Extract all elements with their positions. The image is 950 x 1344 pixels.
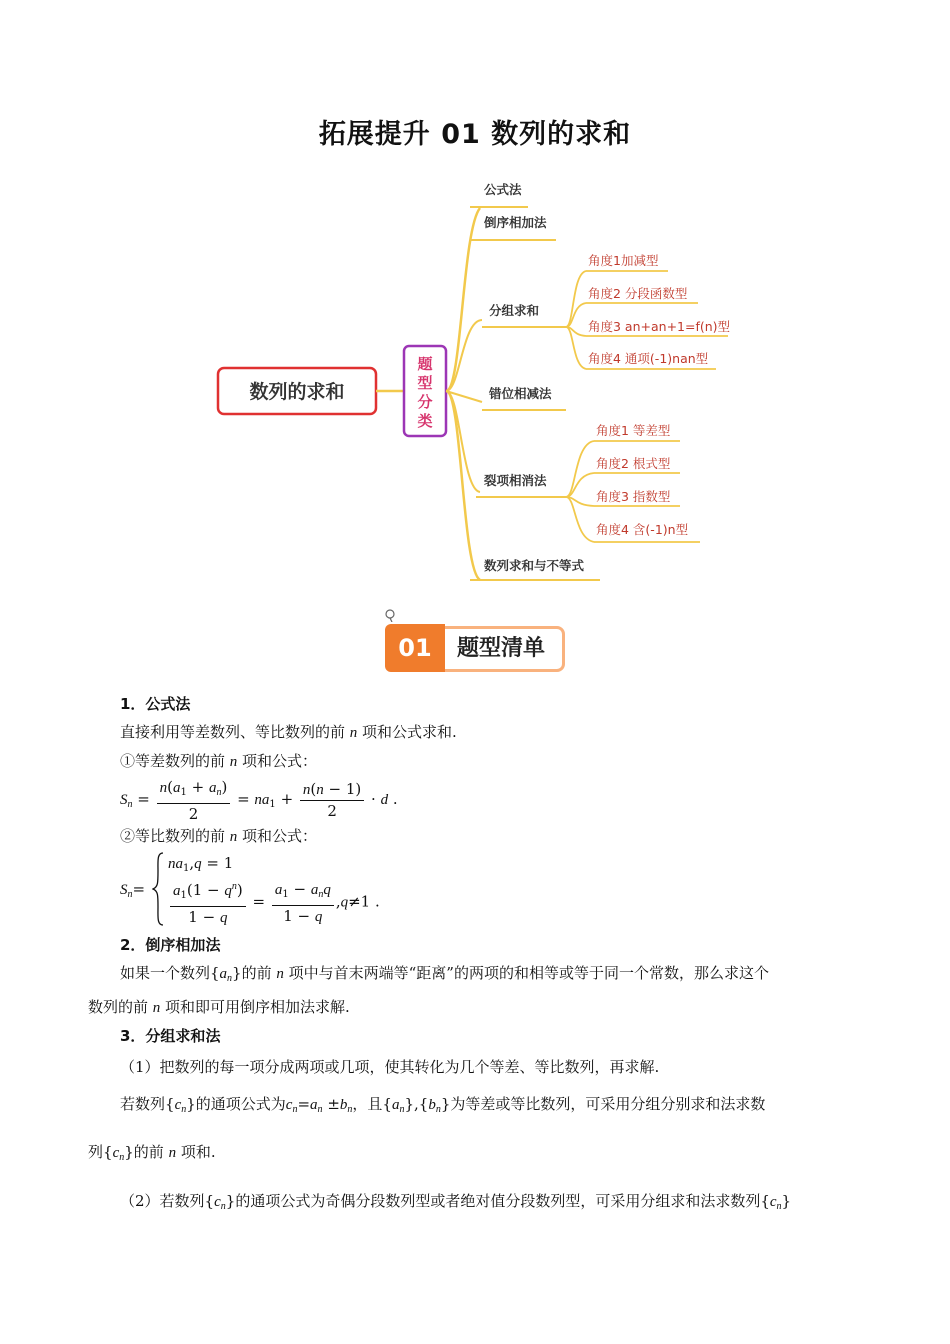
arith-sum-label <box>88 747 868 776</box>
section-3-para-3: （2）若数列$\{c_n\}$的通项公式为奇偶分段数列型或者绝对值分段数列型，可采用分组求和法求数列$\{c_n\}$ <box>120 1192 792 1212</box>
section-3-heading: 3．分组求和法 <box>120 1027 221 1045</box>
section-2-heading: 2．倒序相加法 <box>120 936 221 954</box>
text: （2）若数列 <box>120 1192 205 1210</box>
text: 项和公式求和. <box>357 723 457 741</box>
category-char-3: 分 <box>417 393 433 411</box>
text: 的前 <box>133 1143 169 1161</box>
text: 数列的前 <box>88 998 153 1016</box>
geo-sum-formula: $S_n=$ $na_1,q = 1$ $\frac{a_1(1 - q^n)}{1 - q}$ = $\frac{a_1 - a_nq}{1 - q}$ ,q≠1 . <box>88 851 868 927</box>
split-leaf-1: 角度1 等差型 <box>596 423 671 438</box>
geo-sum-label <box>88 822 868 851</box>
section-1-intro <box>88 718 868 747</box>
leaf-connector <box>566 441 594 497</box>
group-leaf-1: 角度1加减型 <box>588 253 659 268</box>
section-badge <box>385 624 567 672</box>
branch-split-cancel: 裂项相消法 <box>484 473 547 488</box>
var-n: n <box>227 973 233 984</box>
section-2-text-line-1 <box>88 959 868 993</box>
text: 若数列 <box>120 1095 166 1113</box>
section-3-para-1: （1）把数列的每一项分成两项或几项，使其转化为几个等差、等比数列，再求解. <box>120 1058 660 1076</box>
category-char-1: 题 <box>417 355 433 373</box>
split-leaf-3: 角度3 指数型 <box>596 489 671 504</box>
split-leaf-4: 角度4 含(-1)n型 <box>596 522 689 537</box>
text: 列 <box>88 1143 104 1161</box>
section-2-text-line-2 <box>88 993 868 1022</box>
text: 的通项公式为奇偶分段数列型或者绝对值分段数列型，可采用分组求和法求数列 <box>235 1192 761 1210</box>
branch-group-sum: 分组求和 <box>489 303 540 318</box>
text: 项和公式： <box>237 752 318 770</box>
var-n: n <box>152 1000 161 1016</box>
arith-sum-formula: $S_n$ = $\frac{n(a_1 + a_n)}{2}$ = $na_1$ + $\frac{n(n - 1)}{2}$ · d . <box>120 777 398 823</box>
mind-map <box>0 170 950 600</box>
text: 项和公式： <box>237 827 318 845</box>
text: 如果一个数列{ <box>120 964 220 982</box>
section-1-heading: 1．公式法 <box>120 695 191 713</box>
pin-icon <box>383 608 397 622</box>
badge-label: 题型清单 <box>437 626 565 672</box>
text: 项和即可用倒序相加法求解. <box>160 998 350 1016</box>
var-n: n <box>349 725 358 741</box>
branch-connector-1 <box>446 208 480 391</box>
var-n: n <box>229 754 238 770</box>
branch-sum-inequality: 数列求和与不等式 <box>484 558 585 573</box>
group-leaf-3: 角度3 an+an+1=f(n)型 <box>588 319 731 334</box>
text: ①等差数列的前 <box>120 752 230 770</box>
branch-connector-2 <box>446 391 480 580</box>
text: ，且 <box>352 1095 383 1113</box>
document-body <box>88 690 868 1228</box>
var-n: n <box>168 1145 177 1161</box>
badge-number: 01 <box>385 624 445 672</box>
category-char-2: 型 <box>417 374 433 392</box>
group-leaf-4: 角度4 通项(-1)nan型 <box>588 351 709 366</box>
mindmap-root-label: 数列的求和 <box>249 381 345 403</box>
var-a: a <box>219 966 228 982</box>
var-n: n <box>276 966 284 982</box>
text: }的前 <box>232 964 277 982</box>
section-3-para-2: 若数列$\{c_n\}$的通项公式为$c_n=a_n \pm b_n$，且$\{a_n\},\{b_n\}$为等差或等比数列，可采用分组分别求和法求数 <box>120 1095 766 1115</box>
split-leaf-2: 角度2 根式型 <box>596 456 671 471</box>
text: 为等差或等比数列，可采用分组分别求和法求数 <box>450 1095 766 1113</box>
left-brace-icon <box>152 851 164 927</box>
text: ②等比数列的前 <box>120 827 230 845</box>
text: 项和. <box>176 1143 216 1161</box>
section-3-para-2-cont: 列$\{c_n\}$的前 n 项和. <box>88 1143 216 1163</box>
var-n: n <box>229 829 238 845</box>
page-title: 拓展提升 01 数列的求和 <box>318 119 632 150</box>
text: 项中与首末两端等“距离”的两项的和相等或等于同一个常数，那么求这个 <box>283 964 769 982</box>
branch-misplace-sub: 错位相减法 <box>489 386 552 401</box>
branch-formula: 公式法 <box>484 182 522 197</box>
leaf-connector <box>566 271 586 327</box>
text: 的通项公式为 <box>195 1095 286 1113</box>
group-leaf-2: 角度2 分段函数型 <box>588 286 688 301</box>
text: 直接利用等差数列、等比数列的前 <box>120 723 350 741</box>
branch-reverse-add: 倒序相加法 <box>484 215 547 230</box>
category-char-4: 类 <box>417 412 433 430</box>
